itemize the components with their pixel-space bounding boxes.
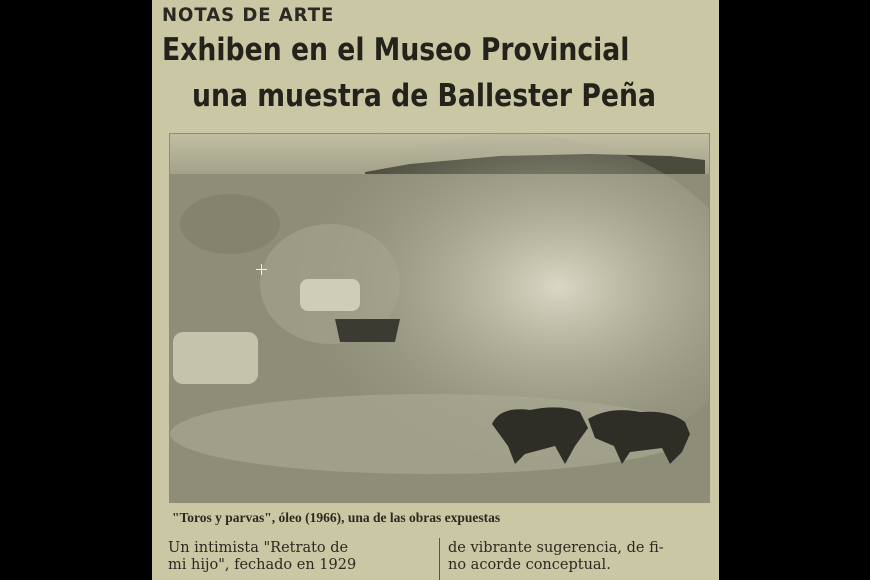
hay-bale [173,332,258,384]
painting-photo [169,133,710,503]
article-column-left [168,540,428,574]
article-line: de vibrante sugerencia, de fi- [448,540,664,556]
article-line: mi hijo", fechado en 1929 [168,557,357,573]
photo-caption: "Toros y parvas", óleo (1966), una de las obras expuestas [172,510,501,525]
article-column-right [448,540,708,574]
column-divider [439,538,440,580]
newspaper-clipping [152,0,719,580]
haystack [300,279,360,311]
headline-line-1: Exhiben en el Museo Provincial [162,32,630,68]
article-line: Un intimista "Retrato de [168,540,349,556]
headline-line-2: una muestra de Ballester Peña [192,78,656,114]
crosshair-cursor-icon [256,264,267,275]
section-label: NOTAS DE ARTE [162,4,335,26]
article-line: no acorde conceptual. [448,557,611,573]
small-bull [335,319,400,342]
